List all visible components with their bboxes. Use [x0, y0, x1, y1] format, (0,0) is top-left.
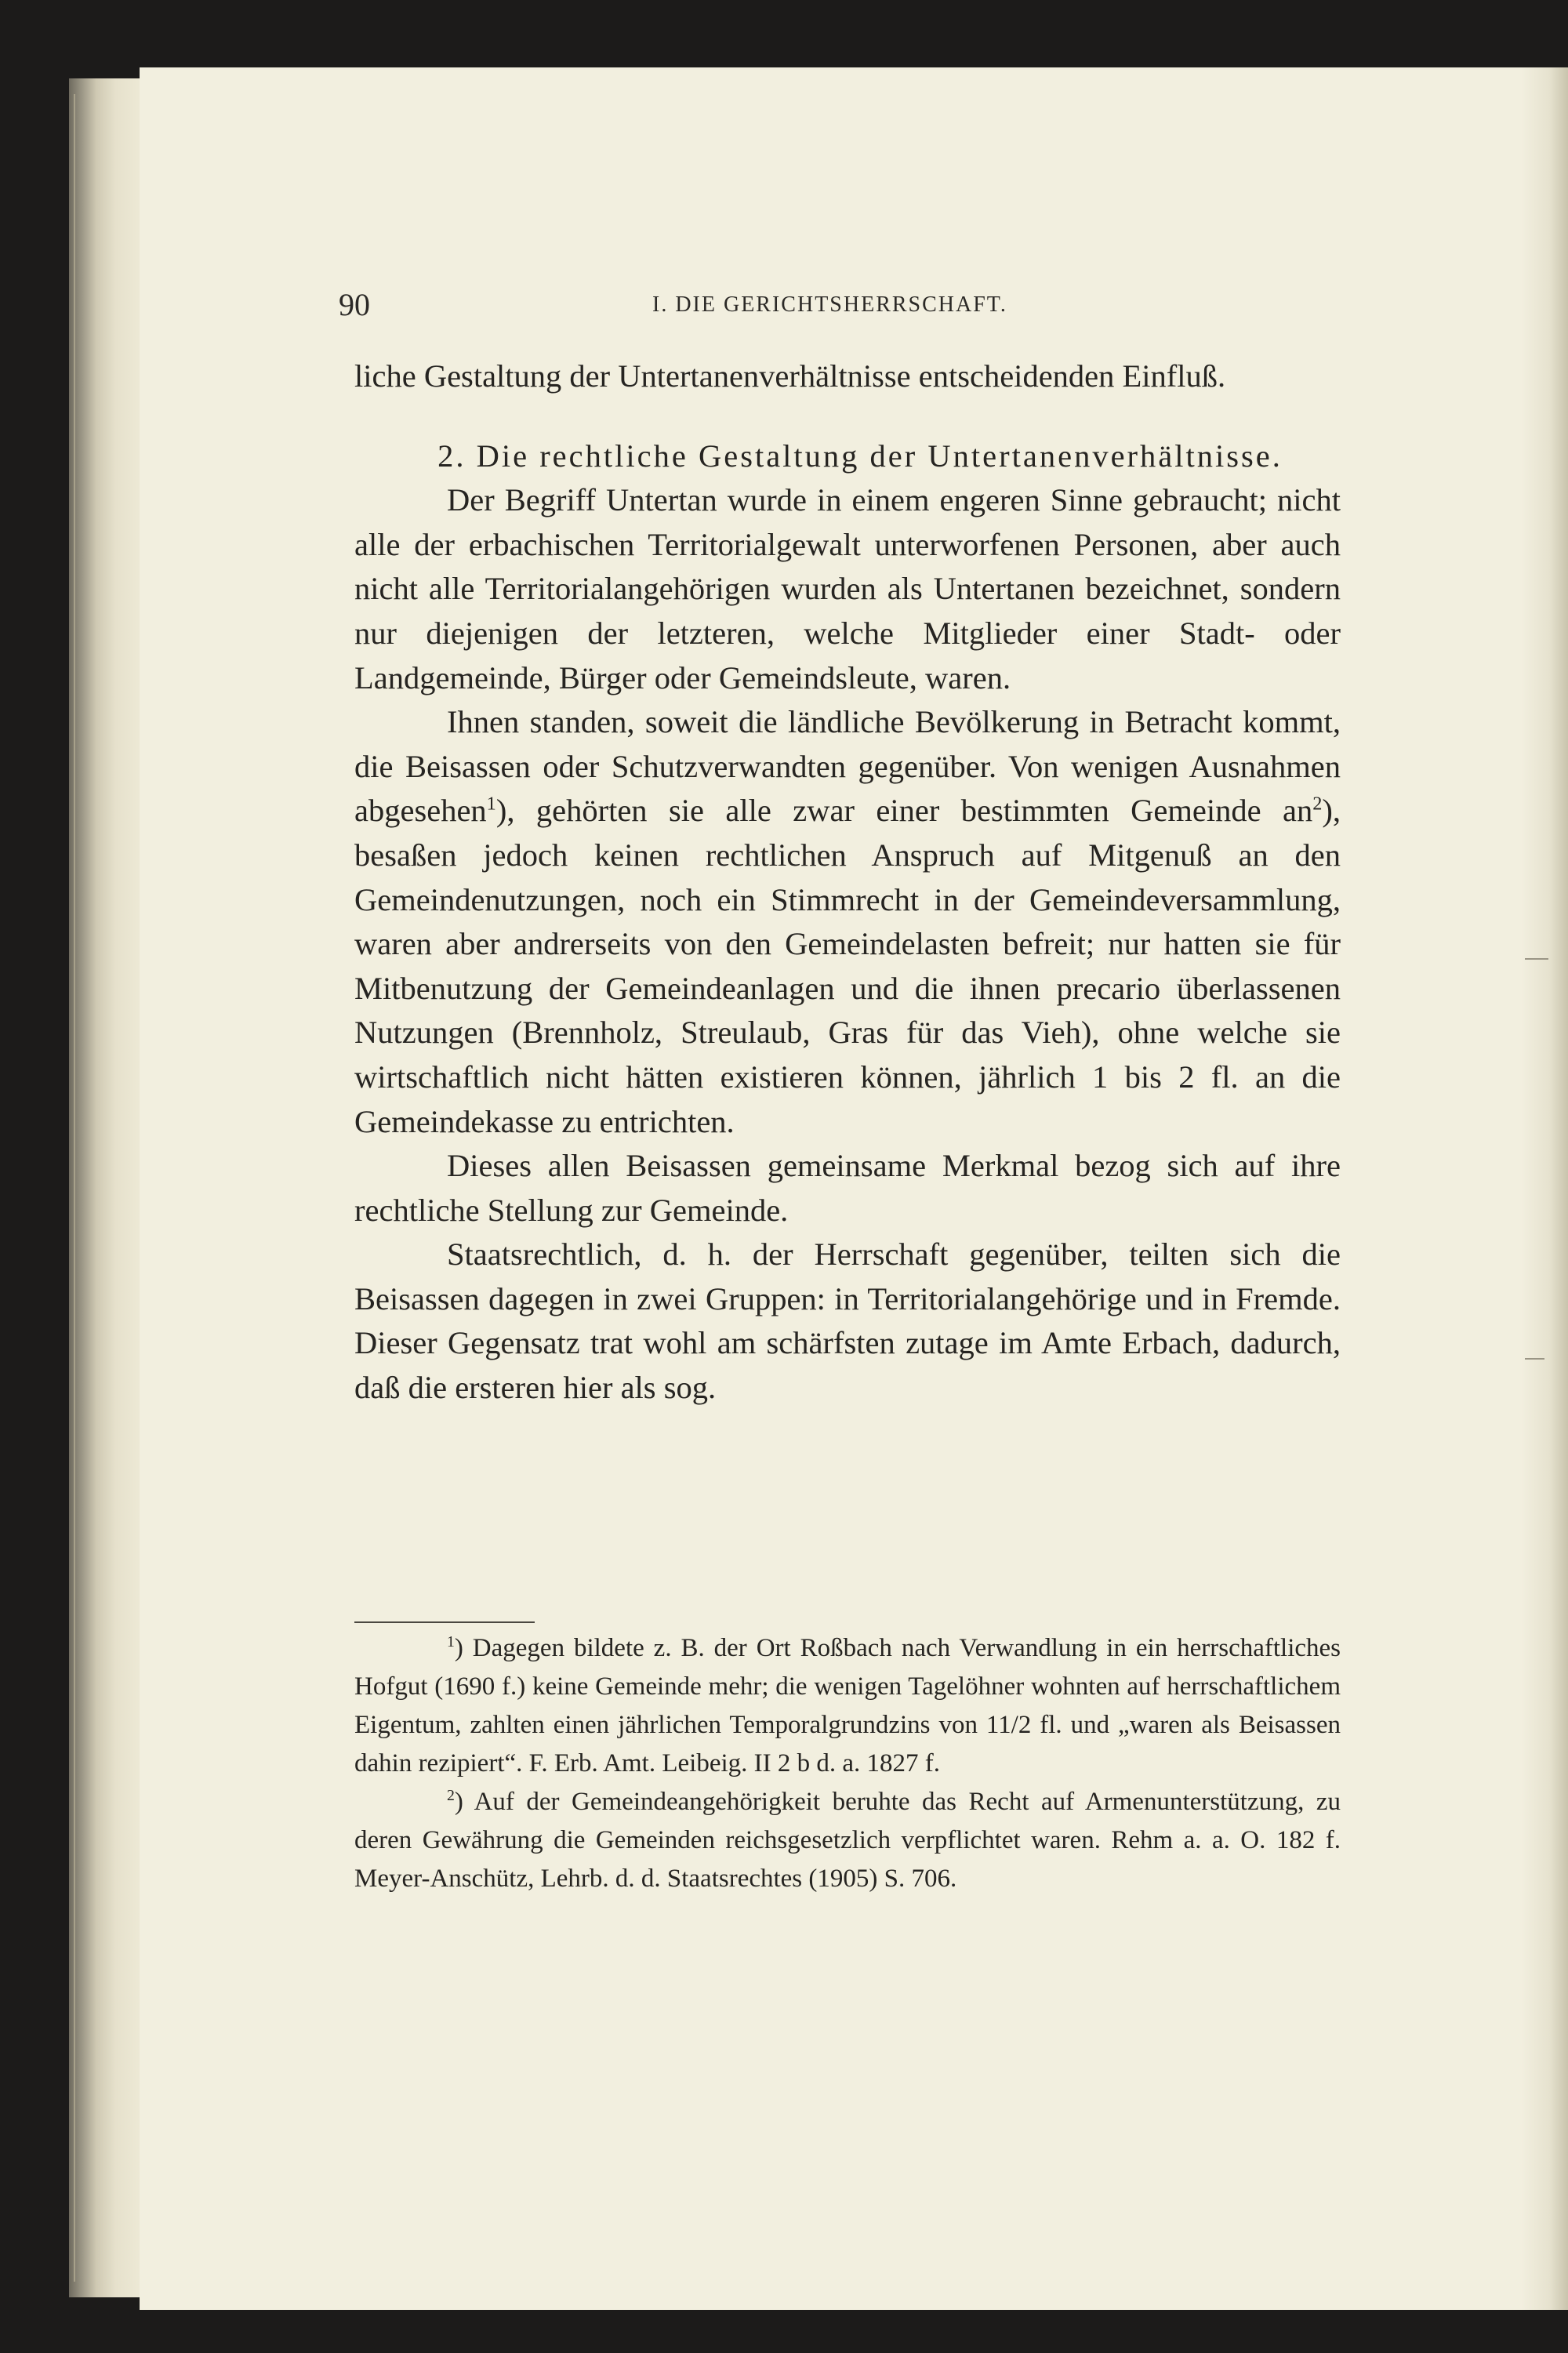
paragraph: Der Begriff Untertan wurde in einem engeren Sinne gebraucht; nicht alle der erbachischen Territorialgewalt unterworfenen Personen, aber auch nicht alle Territorialangehörigen wurden als Untertanen bezeichnet, sondern nur diejenigen der letzteren, welche Mitglieder einer Stadt- oder Landgemeinde, Bürger oder Gemeindsleute, waren. [354, 482, 1341, 695]
footnotes [354, 1629, 1341, 1898]
page-number: 90 [339, 287, 370, 322]
footnote-mark: 2 [447, 1787, 455, 1804]
main-text [354, 354, 1341, 1411]
paragraph: Dieses allen Beisassen gemeinsame Merkmal bezog sich auf ihre rechtliche Stellung zur Gemeinde. [354, 1148, 1341, 1228]
footnote-ref: 1 [486, 793, 496, 815]
footnote-rule [354, 1621, 535, 1623]
paragraph-continued: liche Gestaltung der Untertanenverhältnisse entscheidenden Einfluß. [354, 358, 1226, 394]
paragraph: Ihnen standen, soweit die ländliche Bevölkerung in Betracht kommt, die Beisassen oder Schutzverwandten gegenüber. Von wenigen Ausnahmen abgesehen$^1$), gehörten sie alle zwar einer bestimmten Gemeinde $an^2$), besaßen jedoch keinen rechtlichen Anspruch auf Mitgenuß an den Gemeindenutzungen, noch ein Stimmrecht in der Gemeindeversammlung, waren aber andrerseits von den Gemeindelasten befreit; nur hatten sie für Mitbenutzung der Gemeindeanlagen und die ihnen precario überlassenen Nutzungen (Brennholz, Streulaub, Gras für das Vieh), ohne welche sie wirtschaftlich nicht hätten existieren können, jährlich 1 bis 2 fl. an die Gemeindekasse zu entrichten. [354, 704, 1341, 1139]
margin-mark [1525, 958, 1548, 960]
footnote: $^2$) Auf der Gemeindeangehörigkeit beruhte das Recht auf Armenunterstützung, zu deren Gewährung die Gemeinden reichsgesetzlich verpflichtet waren. Rehm a. a. O. 182 f. Meyer-Anschütz, Lehrb. d. d. Staatsrechtes (1905) S. 706. [354, 1787, 1341, 1893]
section-title: I. DIE GERICHTSHERRSCHAFT. [652, 292, 1007, 317]
footnote-mark: 1 [447, 1633, 455, 1650]
fraction: 1/2 [998, 1711, 1032, 1739]
page-edge-line [74, 94, 75, 2282]
page-right-edge [1521, 67, 1568, 2310]
footnote: $^1$) Dagegen bildete z. B. der Ort Roßbach nach Verwandlung in ein herrschaftliches Hofgut (1690 f.) keine Gemeinde mehr; die wenigen Tagelöhner wohnten auf herrschaftlichem Eigentum, zahlten einen jährlichen Temporalgrundzins von 11/2 fl. und „waren als Beisassen dahin rezipiert“. F. Erb. Amt. Leibeig. II 2 b d. a. 1827 f. [354, 1633, 1341, 1777]
footnote-ref: 2 [1312, 793, 1323, 815]
margin-mark [1525, 1358, 1544, 1360]
paragraph: Staatsrechtlich, d. h. der Herrschaft gegenüber, teilten sich die Beisassen dagegen in zwei Gruppen: in Territorialangehörige und in Fremde. Dieser Gegensatz trat wohl am schärfsten zutage im Amte Erbach, dadurch, daß die ersteren hier als sog. [354, 1236, 1341, 1406]
running-head [339, 286, 1342, 325]
section-heading: 2. Die rechtliche Gestaltung der Untertanenverhältnisse. [437, 438, 1283, 474]
book-gutter [69, 78, 147, 2297]
